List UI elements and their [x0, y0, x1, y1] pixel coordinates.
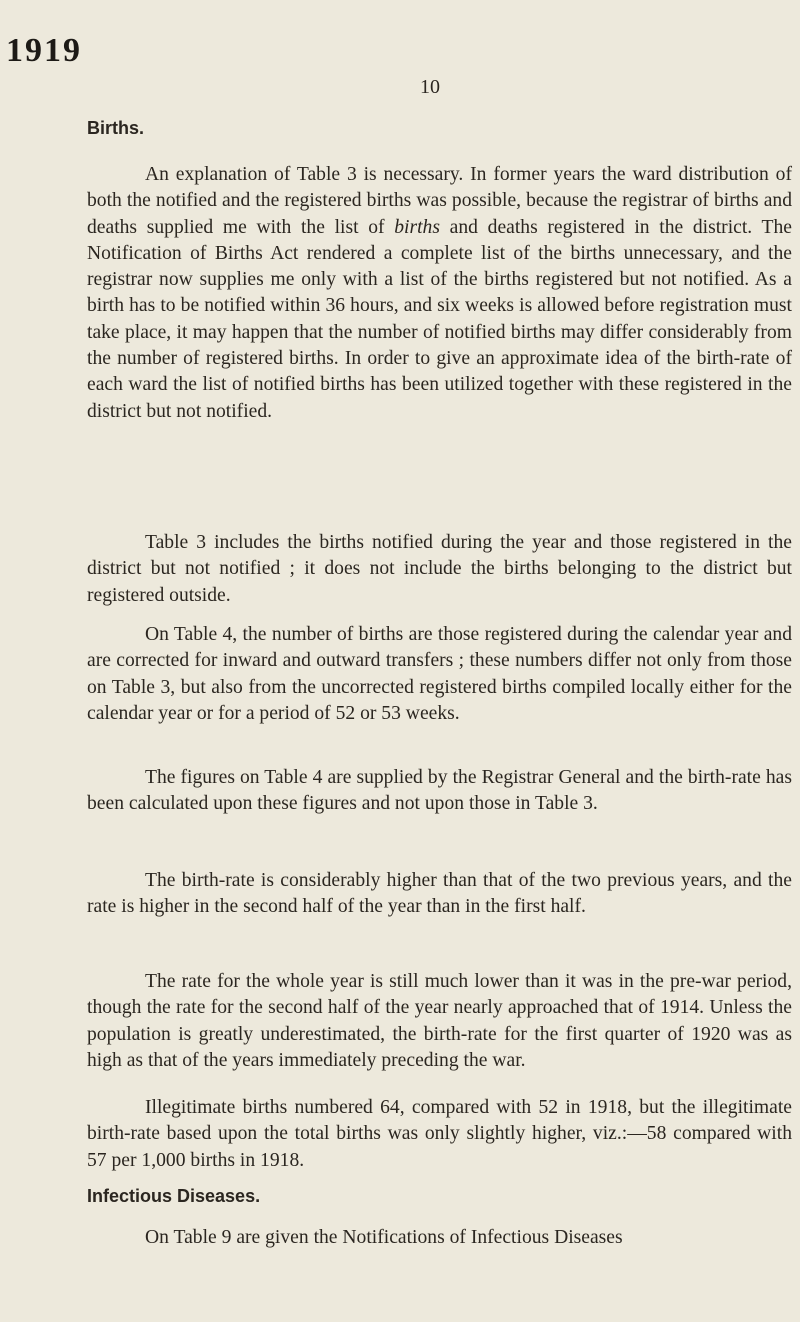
paragraph-text: An explanation of Table 3 is necessary. In former years the ward distribution of both the notified and the registered births was possible, because the registrar of births and deaths supplied me with the list of [87, 164, 792, 238]
paragraph-text: and deaths registered in the district. The Notification of Births Act rendered a complete list of the births unnecessary, and the registrar now supplies me only with a list of the births registered but not notified. As a birth has to be notified within 36 hours, and six weeks is allowed before registration must take place, it may happen that the number of notified births may differ considerably from the number of registered births. In order to give an approximate idea of the birth-rate of each ward the list of notified births has been utilized together with these registered in the district but not notified. [87, 216, 792, 422]
paragraph-table4-figures: The figures on Table 4 are supplied by the Registrar General and the birth-rate has been calculated upon these figures and not upon those in Table 3. [87, 767, 792, 815]
page-number: 10 [420, 76, 440, 98]
paragraph-birth-rate-higher: The birth-rate is considerably higher than that of the two previous years, and the rate is higher in the second half of the year than in the first half. [87, 870, 792, 918]
paragraph-table4-births: On Table 4, the number of births are those registered during the calendar year and are corrected for inward and outward transfers ; these numbers differ not only from those on Table 3, but also from the uncorrected registered births compiled locally either for the calendar year or for a period of 52 or 53 weeks. [87, 624, 792, 724]
paragraph-table3-explanation [87, 162, 792, 425]
infectious-diseases-heading: Infectious Diseases. [87, 1186, 261, 1206]
births-heading: Births. [87, 118, 145, 138]
year-stamp: 1919 [6, 32, 82, 69]
paragraph-illegitimate-births: Illegitimate births numbered 64, compared with 52 in 1918, but the illegitimate birth-rate based upon the total births was only slightly higher, viz.:—58 compared with 57 per 1,000 births in 1918. [87, 1097, 792, 1171]
paragraph-pre-war-rate: The rate for the whole year is still much lower than it was in the pre-war period, though the rate for the second half of the year nearly approached that of 1914. Unless the population is greatly underestimated, the birth-rate for the first quarter of 1920 was as high as that of the years immediately preceding the war. [87, 971, 792, 1071]
paragraph-infectious-notifications: On Table 9 are given the Notifications of Infectious Diseases [145, 1227, 623, 1248]
paragraph-table3-includes: Table 3 includes the births notified during the year and those registered in the district but not notified ; it does not include the births belonging to the district but registered outside. [87, 532, 792, 606]
italic-word: births [394, 216, 440, 238]
